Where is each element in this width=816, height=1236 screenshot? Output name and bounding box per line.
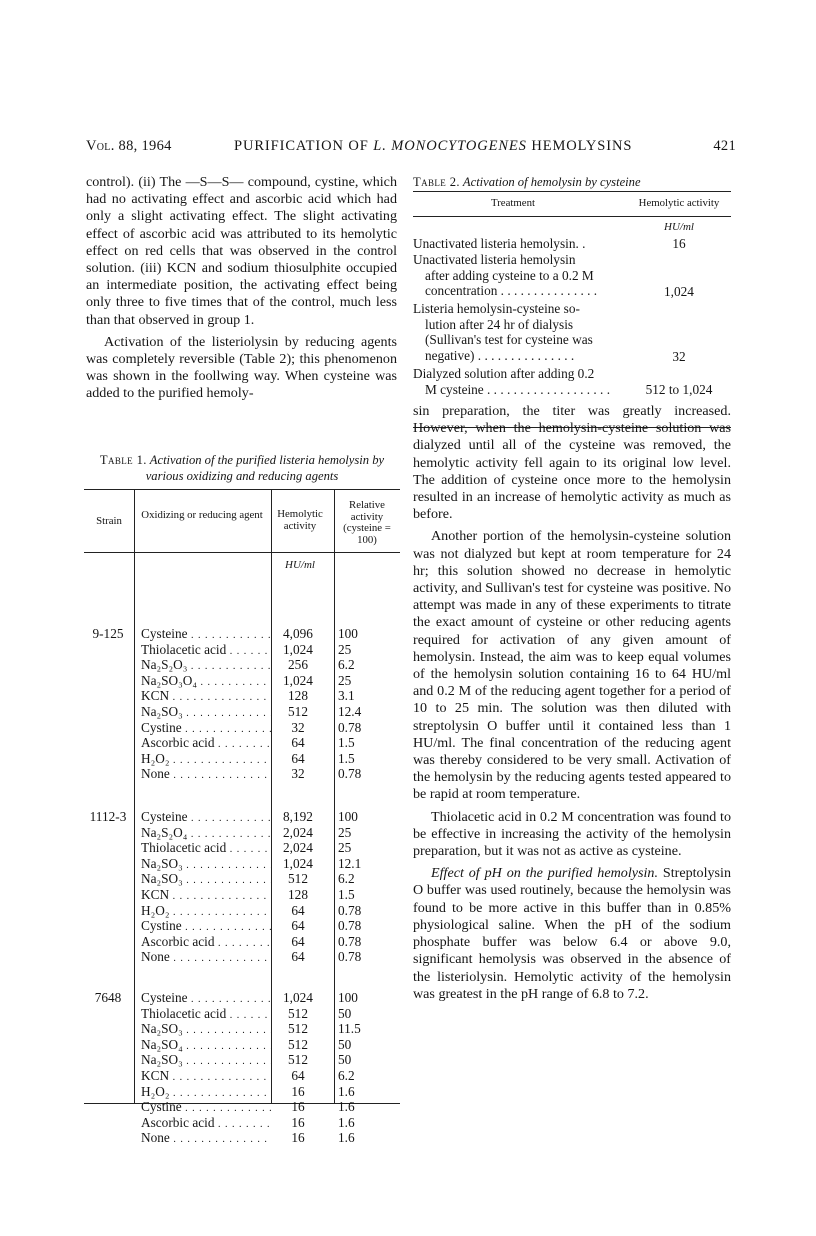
col-header-activity: Hemolytic activity — [638, 197, 720, 209]
units-label: HU/ml — [285, 559, 315, 571]
table-row — [141, 990, 400, 1006]
table2-body — [413, 217, 731, 428]
agent-cell: Cystine . . . — [141, 1099, 271, 1117]
hemolytic-cell: 64 — [291, 735, 305, 751]
treatment-continuation: lution after 24 hr of dialysis (Sullivan's test for cysteine was negative) . . . . . . . . . . . . . . . — [425, 316, 593, 364]
agent-cell: Na₂SO₄ . . . — [141, 1037, 271, 1055]
table-row — [141, 840, 400, 856]
relative-cell: 1.5 — [338, 750, 355, 766]
relative-cell: 1.6 — [338, 1114, 355, 1130]
relative-cell: 0.78 — [338, 918, 362, 934]
table-row — [141, 1084, 400, 1100]
relative-cell: 3.1 — [338, 688, 355, 704]
agent-cell: Na₂SO₃ . . . — [141, 1021, 271, 1039]
hemolytic-cell: 128 — [288, 688, 308, 704]
agent-cell: KCN . . . — [141, 688, 271, 706]
agent-cell: H₂O₂ . . . — [141, 751, 271, 769]
volume-info: Vol. 88, 1964 — [86, 138, 172, 154]
hemolytic-cell: 64 — [291, 902, 305, 918]
table-row — [141, 1006, 400, 1022]
relative-cell: 50 — [338, 1036, 352, 1052]
hemolytic-cell: 16 — [291, 1130, 305, 1146]
running-header — [86, 138, 736, 156]
treatment-cell — [413, 252, 621, 299]
relative-cell: 1.5 — [338, 735, 355, 751]
agent-cell: Na₂SO₃ . . . — [141, 704, 271, 722]
treatment-continuation: M cysteine . . . . . . . . . . . . . . . . . . . — [425, 381, 611, 397]
hemolytic-cell: 2,024 — [283, 824, 313, 840]
table2 — [413, 191, 731, 428]
table-row — [141, 1052, 400, 1068]
table-row — [141, 657, 400, 673]
hemolytic-cell: 4,096 — [283, 626, 313, 641]
table-row — [141, 642, 400, 658]
agent-cell: Ascorbic acid . . . — [141, 934, 271, 952]
table1-header — [84, 490, 400, 553]
agent-cell: Thiolacetic acid . . . — [141, 840, 271, 858]
hemolytic-cell: 1,024 — [283, 990, 313, 1005]
table-row — [141, 720, 400, 736]
treatment-first-line: Unactivated listeria hemolysin. . — [413, 236, 586, 251]
relative-cell: 100 — [338, 809, 358, 824]
agent-cell: Cysteine . . . — [141, 626, 271, 644]
hemolytic-cell: 512 — [288, 1021, 308, 1037]
relative-cell: 0.78 — [338, 766, 362, 782]
agent-cell: None . . . — [141, 766, 271, 784]
relative-cell: 6.2 — [338, 1067, 355, 1083]
relative-cell: 0.78 — [338, 949, 362, 965]
page-number: 421 — [713, 138, 736, 154]
activity-cell: 512 to 1,024 — [645, 382, 713, 397]
treatment-first-line: Listeria hemolysin-cysteine so- — [413, 301, 580, 316]
relative-cell: 25 — [338, 672, 352, 688]
agent-cell: Thiolacetic acid . . . — [141, 1006, 271, 1024]
running-title: PURIFICATION OF L. MONOCYTOGENES HEMOLYSINS — [234, 138, 633, 154]
activity-cell: 32 — [672, 349, 686, 364]
left-column-text — [86, 174, 397, 403]
table-row — [141, 626, 400, 642]
hemolytic-cell: 8,192 — [283, 809, 313, 824]
relative-cell: 100 — [338, 990, 358, 1005]
relative-cell: 6.2 — [338, 871, 355, 887]
units-label: HU/ml — [664, 221, 694, 233]
agent-cell: Ascorbic acid . . . — [141, 735, 271, 753]
hemolytic-cell: 16 — [291, 1083, 305, 1099]
agent-cell: Na₂S₂O₄ . . . — [141, 825, 271, 843]
hemolytic-cell: 32 — [291, 766, 305, 782]
table-row — [141, 673, 400, 689]
table1 — [84, 489, 400, 1146]
table-row — [141, 871, 400, 887]
agent-cell: Na₂SO₃ . . . — [141, 871, 271, 889]
table-row — [141, 766, 400, 782]
treatment-cell — [413, 236, 621, 252]
paragraph: Another portion of the hemolysin-cysteine solution was not dialyzed but kept at room temperature for 24 hr; this solution showed no decrease in hemolytic activity, and Sullivan's test for cysteine was positive. No attempt was made in any of these experiments to titrate the exact amount of cysteine or other reducing agents required for activation of any given amount of hemolysin. Instead, the aim was to keep equal volumes of the hemolysin solution containing 16 to 64 HU/ml and 0.2 M of the reducing agent together for a period of 10 to 25 min. The solution was then diluted with streptolysin O buffer until it contained less than 1 HU/ml. The final concentration of the reducing agent was thereby considered to be very small. Activation of the hemolysin by the reducing agents tested appeared to be rapid at room temperature. — [413, 528, 731, 803]
relative-cell: 25 — [338, 840, 352, 856]
relative-cell: 50 — [338, 1005, 352, 1021]
relative-cell: 1.6 — [338, 1083, 355, 1099]
hemolytic-cell: 512 — [288, 1052, 308, 1068]
agent-cell: Cystine . . . — [141, 918, 271, 936]
relative-cell: 100 — [338, 626, 358, 641]
table-row — [141, 918, 400, 934]
treatment-cell — [413, 301, 621, 364]
table-row — [141, 856, 400, 872]
relative-cell: 1.5 — [338, 886, 355, 902]
table-row — [141, 934, 400, 950]
table-row — [141, 825, 400, 841]
agent-cell: KCN . . . — [141, 1068, 271, 1086]
table-row — [141, 704, 400, 720]
hemolytic-cell: 128 — [288, 886, 308, 902]
hemolytic-cell: 64 — [291, 933, 305, 949]
relative-cell: 1.6 — [338, 1099, 355, 1115]
agent-cell: H₂O₂ . . . — [141, 903, 271, 921]
activity-cell: 1,024 — [664, 284, 694, 299]
treatment-first-line: Unactivated listeria hemolysin — [413, 252, 576, 267]
table-row — [141, 1021, 400, 1037]
relative-cell: 11.5 — [338, 1021, 361, 1037]
treatment-continuation: after adding cysteine to a 0.2 M concentration . . . . . . . . . . . . . . . — [425, 267, 598, 299]
relative-cell: 12.4 — [338, 703, 362, 719]
right-column-text — [413, 403, 731, 1003]
hemolytic-cell: 16 — [291, 1099, 305, 1115]
agent-cell: KCN . . . — [141, 887, 271, 905]
col-header-treatment: Treatment — [491, 197, 535, 209]
hemolytic-cell: 256 — [288, 657, 308, 673]
col-header-agent: Oxidizing or reducing agent — [141, 509, 263, 521]
table-row — [141, 1099, 400, 1115]
agent-cell: Cysteine . . . — [141, 990, 271, 1008]
table-row — [141, 949, 400, 965]
paragraph: Effect of pH on the purified hemolysin. Streptolysin O buffer was used routinely, because the hemolysin was found to be more active in this buffer than in 0.85% physiological saline. When the pH of the sodium phosphate buffer was below 6.4 or above 9.0, significant hemolysis was observed in the absence of the listeriolysin. Hemolytic activity of the hemolysin was greatest in the pH range of 6.8 to 7.2. — [413, 865, 731, 1002]
table-row — [141, 903, 400, 919]
table-row — [141, 1037, 400, 1053]
hemolytic-cell: 512 — [288, 871, 308, 887]
strain-label: 1112-3 — [89, 809, 127, 824]
agent-cell: Na₂SO₃ . . . — [141, 1052, 271, 1070]
col-header-strain: Strain — [96, 515, 122, 527]
hemolytic-cell: 1,024 — [283, 641, 313, 657]
relative-cell: 25 — [338, 824, 352, 840]
table-row — [141, 1115, 400, 1131]
agent-cell: None . . . — [141, 949, 271, 967]
hemolytic-cell: 1,024 — [283, 855, 313, 871]
relative-cell: 0.78 — [338, 719, 362, 735]
hemolytic-cell: 64 — [291, 750, 305, 766]
strain-label: 9-125 — [92, 626, 124, 641]
hemolytic-cell: 2,024 — [283, 840, 313, 856]
table-row — [141, 688, 400, 704]
relative-cell: 0.78 — [338, 902, 362, 918]
hemolytic-cell: 32 — [291, 719, 305, 735]
relative-cell: 6.2 — [338, 657, 355, 673]
agent-cell: Thiolacetic acid . . . — [141, 642, 271, 660]
hemolytic-cell: 64 — [291, 918, 305, 934]
table-row — [141, 809, 400, 825]
agent-cell: Cystine . . . — [141, 720, 271, 738]
activity-cell: 16 — [672, 236, 686, 251]
relative-cell: 1.6 — [338, 1130, 355, 1146]
table-row — [141, 751, 400, 767]
hemolytic-cell: 64 — [291, 949, 305, 965]
paragraph: sin preparation, the titer was greatly increased. However, when the hemolysin-cysteine solution was dialyzed until all of the cysteine was removed, the hemolytic activity fell again to its original low level. The addition of cysteine once more to the hemolysin resulted in an increase of hemolytic activity as much as before. — [413, 403, 731, 523]
hemolytic-cell: 512 — [288, 1036, 308, 1052]
hemolytic-cell: 16 — [291, 1114, 305, 1130]
col-header-relative: Relative activity (cysteine = 100) — [343, 499, 391, 546]
strain-label: 7648 — [94, 990, 122, 1005]
agent-cell: Na₂SO₃ . . . — [141, 856, 271, 874]
col-header-hemolytic: Hemolytic activity — [277, 508, 323, 532]
agent-cell: Cysteine . . . — [141, 809, 271, 827]
table1-body — [84, 553, 400, 1146]
section-heading: Effect of pH on the purified hemolysin. — [431, 865, 658, 882]
agent-cell: Na₂S₂O₃ . . . — [141, 657, 271, 675]
table-row — [141, 735, 400, 751]
treatment-cell — [413, 366, 621, 397]
table-row — [141, 1068, 400, 1084]
relative-cell: 50 — [338, 1052, 352, 1068]
agent-cell: None . . . — [141, 1130, 271, 1148]
hemolytic-cell: 512 — [288, 703, 308, 719]
relative-cell: 25 — [338, 641, 352, 657]
table-row — [141, 887, 400, 903]
agent-cell: Na₂SO₃O₄ . . . — [141, 673, 271, 691]
paragraph: control). (ii) The —S—S— compound, cystine, which had no activating effect and ascorbic acid which had only a slight activating effect. The slight activating effect of ascorbic acid was attributed to its hemolytic effect on red cells that was observed in the control solution. (iii) KCN and sodium thiosulphite occupied an intermediate position, the activating effect being only three to five times that of the control, much less than that observed in group 1. — [86, 174, 397, 328]
table-row — [141, 1130, 400, 1146]
paragraph: Activation of the listeriolysin by reducing agents was completely reversible (Table 2); this phenomenon was shown in the foollwing way. When cysteine was added to the purified hemoly- — [86, 333, 397, 402]
hemolytic-cell: 64 — [291, 1067, 305, 1083]
table2-header — [413, 192, 731, 217]
paragraph: Thiolacetic acid in 0.2 M concentration was found to be effective in increasing the activity of the hemolysin preparation, but it was not as active as cysteine. — [413, 808, 731, 860]
agent-cell: Ascorbic acid . . . — [141, 1115, 271, 1133]
hemolytic-cell: 1,024 — [283, 672, 313, 688]
table2-caption: Table 2. Activation of hemolysin by cysteine — [413, 175, 641, 189]
relative-cell: 0.78 — [338, 933, 362, 949]
hemolytic-cell: 512 — [288, 1005, 308, 1021]
agent-cell: H₂O₂ . . . — [141, 1084, 271, 1102]
treatment-first-line: Dialyzed solution after adding 0.2 — [413, 366, 595, 381]
table1-caption: Table 1. Activation of the purified listeria hemolysin by various oxidizing and reducing agents — [99, 453, 385, 483]
relative-cell: 12.1 — [338, 855, 362, 871]
